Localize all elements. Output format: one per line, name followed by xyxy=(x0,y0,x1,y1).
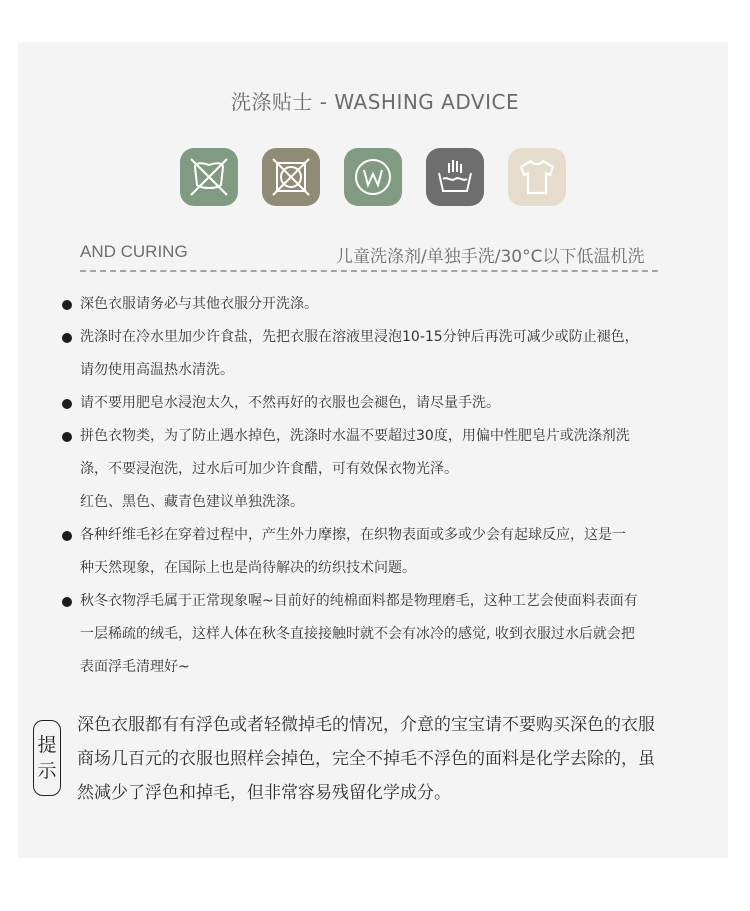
bullet-dot xyxy=(62,531,72,541)
bullet-dot xyxy=(62,597,72,607)
list-item xyxy=(60,288,710,321)
page-title: 洗涤贴士 - WASHING ADVICE xyxy=(230,90,520,114)
subtitle-right: 儿童洗涤剂/单独手洗/30°C以下低温机洗 xyxy=(336,247,645,267)
list-item xyxy=(60,321,710,387)
list-item-text: 各种纤维毛衫在穿着过程中，产生外力摩擦，在织物表面或多或少会有起球反应，这是一 xyxy=(80,527,626,543)
hand-wash-icon xyxy=(426,148,484,206)
tip-label-char: 提 xyxy=(37,734,57,756)
list-item-text: 洗涤时在冷水里加少许食盐，先把衣服在溶液里浸泡10-15分钟后再洗可减少或防止褪色， xyxy=(80,329,639,345)
tip-line: 商场几百元的衣服也照样会掉色，完全不掉毛不浮色的面料是化学去除的，虽 xyxy=(77,749,655,769)
subtitle-left: AND CURING xyxy=(80,242,188,261)
wet-clean-icon xyxy=(344,148,402,206)
care-icons-row xyxy=(0,148,750,208)
list-item-text: 一层稀疏的绒毛，这样人体在秋冬直接接触时就不会有冰冷的感觉, 收到衣服过水后就会把 xyxy=(80,626,635,642)
list-item-text: 涤，不要浸泡洗，过水后可加少许食醋，可有效保衣物光泽。 xyxy=(80,461,458,477)
no-dry-clean-icon xyxy=(180,148,238,206)
list-item-text: 种天然现象，在国际上也是尚待解决的纺织技术问题。 xyxy=(80,560,416,576)
list-item xyxy=(60,585,710,684)
tip-text xyxy=(77,708,717,810)
list-item-text: 拼色衣物类，为了防止遇水掉色，洗涤时水温不要超过30度，用偏中性肥皂片或洗涤剂洗 xyxy=(80,428,630,444)
tip-line: 然减少了浮色和掉毛，但非常容易残留化学成分。 xyxy=(77,783,451,803)
list-item-text: 红色、黑色、藏青色建议单独洗涤。 xyxy=(80,494,304,510)
list-item-text: 请勿使用高温热水清洗。 xyxy=(80,362,234,378)
bullet-dot xyxy=(62,432,72,442)
list-item-text: 深色衣服请务必与其他衣服分开洗涤。 xyxy=(80,296,318,312)
list-item-text: 请不要用肥皂水浸泡太久，不然再好的衣服也会褪色，请尽量手洗。 xyxy=(80,395,500,411)
bullet-dot xyxy=(62,300,72,310)
tip-label xyxy=(33,720,61,796)
list-item xyxy=(60,387,710,420)
tip-line: 深色衣服都有有浮色或者轻微掉毛的情况，介意的宝宝请不要购买深色的衣服 xyxy=(77,715,655,735)
dashed-divider xyxy=(80,270,658,272)
bullet-dot xyxy=(62,399,72,409)
no-tumble-dry-icon xyxy=(262,148,320,206)
garment-icon xyxy=(508,148,566,206)
list-item-text: 表面浮毛清理好~ xyxy=(80,659,190,675)
bullet-dot xyxy=(62,333,72,343)
tip-label-char: 示 xyxy=(37,760,57,782)
list-item-text: 秋冬衣物浮毛属于正常现象喔~目前好的纯棉面料都是物理磨毛，这种工艺会使面料表面有 xyxy=(80,593,638,609)
list-item xyxy=(60,519,710,585)
list-item xyxy=(60,420,710,519)
washing-tips-list xyxy=(60,288,710,684)
